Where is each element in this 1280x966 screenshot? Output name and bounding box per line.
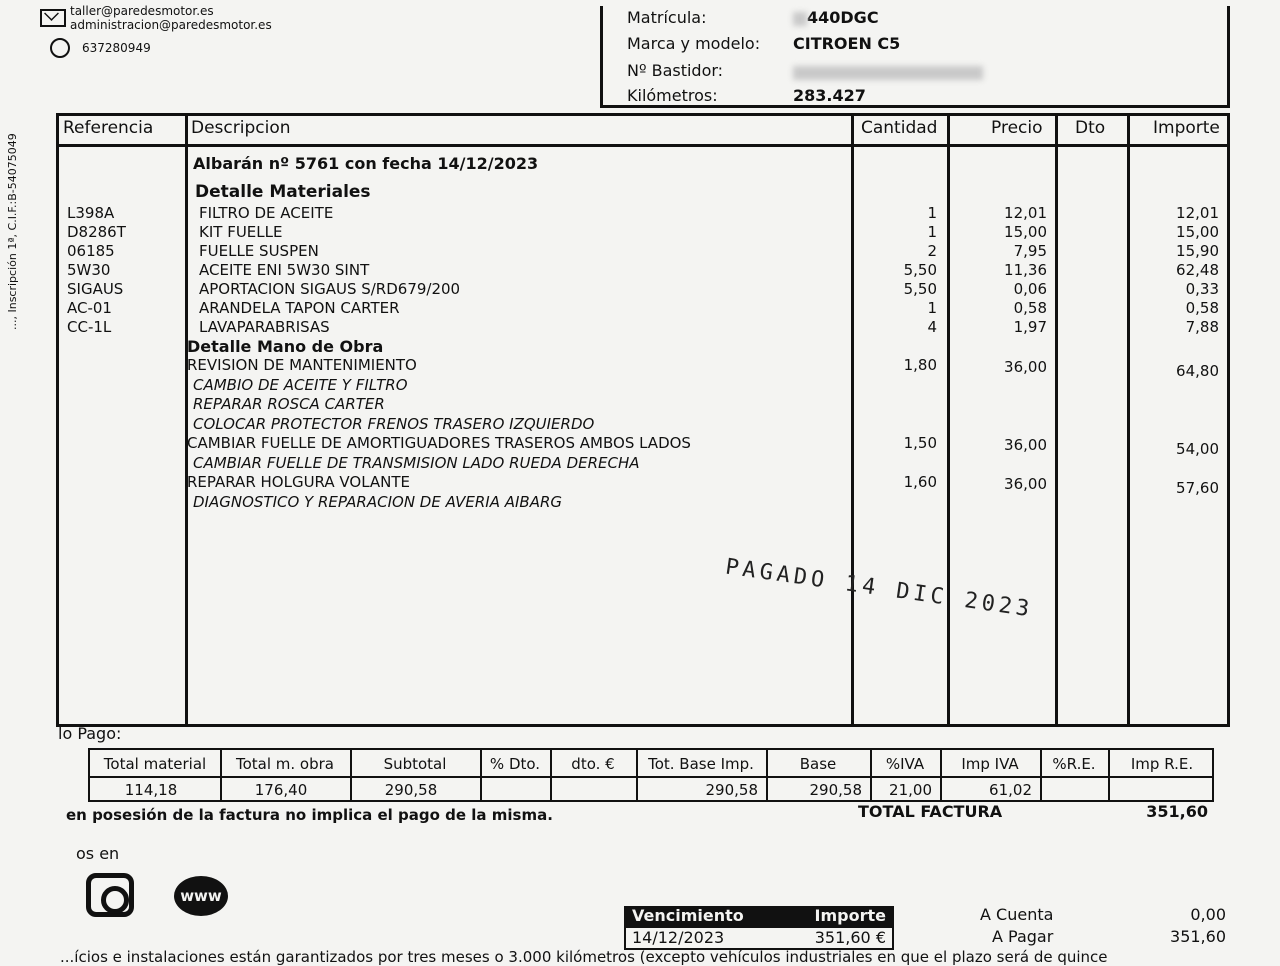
totals-header: dto. € (571, 755, 615, 773)
material-ref: L398A (67, 204, 115, 222)
a-pagar-value: 351,60 (1170, 927, 1226, 946)
totals-value: 290,58 (384, 781, 438, 799)
material-amount: 0,33 (1185, 280, 1219, 298)
material-desc: ARANDELA TAPON CARTER (199, 299, 400, 317)
plate-label: Matrícula: (627, 8, 707, 27)
labor-amount: 57,60 (1176, 479, 1219, 497)
material-qty: 5,50 (903, 261, 937, 279)
totals-header: Imp R.E. (1130, 755, 1194, 773)
contact-block (40, 4, 272, 58)
material-ref: 5W30 (67, 261, 111, 279)
totals-header: Total m. obra (235, 755, 334, 773)
totals-header: %R.E. (1052, 755, 1096, 773)
material-ref: CC-1L (67, 318, 112, 336)
warranty-footer: ...ícios e instalaciones están garantizados por tres meses o 3.000 kilómetros (excepto vehículos industriales en que el plazo será de quince (60, 948, 1108, 966)
material-amount: 12,01 (1176, 204, 1219, 222)
totals-value: 114,18 (124, 781, 178, 799)
material-amount: 15,90 (1176, 242, 1219, 260)
totals-header: Total material (103, 755, 207, 773)
due-date-box (624, 906, 894, 950)
material-amount: 7,88 (1185, 318, 1219, 336)
totals-header: %IVA (885, 755, 925, 773)
material-qty: 2 (927, 242, 937, 260)
totals-header: Base (799, 755, 837, 773)
labor-price: 36,00 (1004, 436, 1047, 454)
labor-desc: REPARAR ROSCA CARTER (193, 395, 385, 413)
material-ref: D8286T (67, 223, 126, 241)
due-date-label: Vencimiento (632, 906, 744, 925)
payment-notice: en posesión de la factura no implica el pago de la misma. (66, 806, 553, 824)
vin-redacted (793, 62, 983, 81)
material-qty: 1 (927, 204, 937, 222)
totals-header: Subtotal (383, 755, 447, 773)
email-taller: taller@paredesmotor.es (70, 4, 214, 18)
material-price: 1,97 (1013, 318, 1047, 336)
due-amount-value: 351,60 € (814, 928, 886, 947)
material-ref: 06185 (67, 242, 115, 260)
totals-value: 290,58 (809, 781, 862, 799)
payment-label: lo Pago: (58, 724, 122, 743)
labor-qty: 1,60 (903, 473, 937, 491)
labor-price: 36,00 (1004, 358, 1047, 376)
paid-stamp: PAGADO 14 DIC 2023 (723, 554, 1035, 623)
header-price: Precio (991, 118, 1043, 138)
materials-title: Detalle Materiales (195, 182, 371, 202)
labor-price: 36,00 (1004, 475, 1047, 493)
a-pagar-label: A Pagar (992, 927, 1054, 946)
model-value: CITROEN C5 (793, 34, 901, 53)
header-qty: Cantidad (861, 118, 938, 138)
header-dto: Dto (1075, 118, 1106, 138)
labor-qty: 1,80 (903, 356, 937, 374)
header-ref: Referencia (63, 118, 154, 138)
material-desc: FUELLE SUSPEN (199, 242, 319, 260)
labor-amount: 54,00 (1176, 440, 1219, 458)
website-icon[interactable]: www (174, 876, 228, 916)
email-admin: administracion@paredesmotor.es (70, 18, 272, 32)
due-amount-label: Importe (814, 906, 886, 925)
totals-value: 176,40 (254, 781, 308, 799)
material-qty: 4 (927, 318, 937, 336)
total-factura-label: TOTAL FACTURA (858, 802, 1003, 821)
a-cuenta-value: 0,00 (1190, 905, 1226, 924)
totals-value: 61,02 (989, 781, 1032, 799)
follow-us-label: os en (76, 844, 120, 863)
labor-desc: CAMBIO DE ACEITE Y FILTRO (193, 375, 408, 394)
material-qty: 1 (927, 223, 937, 241)
material-price: 0,58 (1013, 299, 1047, 317)
labor-desc: CAMBIAR FUELLE DE AMORTIGUADORES TRASEROS AMBOS LADOS (187, 434, 691, 452)
material-price: 11,36 (1004, 261, 1047, 279)
material-price: 7,95 (1013, 242, 1047, 260)
vin-label: Nº Bastidor: (627, 61, 724, 80)
account-values (1140, 904, 1226, 948)
company-registry-text: ..., Inscripción 1ª, C.I.F.:B-54075049 (6, 133, 19, 330)
labor-qty: 1,50 (903, 434, 937, 452)
totals-header: % Dto. (489, 755, 541, 773)
invoice-lines-table (56, 113, 1230, 727)
header-desc: Descripcion (191, 118, 291, 138)
totals-table (88, 748, 1214, 802)
labor-desc: CAMBIAR FUELLE DE TRANSMISION LADO RUEDA DERECHA (193, 453, 640, 472)
material-desc: LAVAPARABRISAS (199, 318, 330, 336)
whatsapp-icon (50, 38, 70, 58)
model-label: Marca y modelo: (627, 34, 761, 53)
material-desc: APORTACION SIGAUS S/RD679/200 (199, 280, 461, 298)
material-amount: 15,00 (1176, 223, 1219, 241)
totals-value: 290,58 (705, 781, 758, 799)
totals-header: Imp IVA (961, 755, 1019, 773)
material-ref: AC-01 (67, 299, 112, 317)
email-icon (40, 9, 66, 27)
material-amount: 62,48 (1176, 261, 1219, 279)
material-amount: 0,58 (1185, 299, 1219, 317)
account-labels (980, 904, 1053, 948)
material-desc: FILTRO DE ACEITE (199, 204, 334, 222)
vehicle-info-box (600, 6, 1230, 108)
instagram-icon[interactable] (86, 873, 134, 917)
material-desc: ACEITE ENI 5W30 SINT (199, 261, 370, 279)
material-ref: SIGAUS (67, 280, 124, 298)
a-cuenta-label: A Cuenta (980, 905, 1054, 924)
labor-desc: DIAGNOSTICO Y REPARACION DE AVERIA AIBARG (193, 492, 563, 511)
material-price: 12,01 (1004, 204, 1047, 222)
totals-header: Tot. Base Imp. (648, 755, 754, 773)
material-price: 0,06 (1013, 280, 1047, 298)
total-factura-value: 351,60 (1146, 802, 1208, 821)
totals-value: 21,00 (889, 781, 932, 799)
material-price: 15,00 (1004, 223, 1047, 241)
labor-amount: 64,80 (1176, 362, 1219, 380)
labor-title: Detalle Mano de Obra (187, 337, 384, 356)
albaran-line: Albarán nº 5761 con fecha 14/12/2023 (193, 154, 539, 173)
labor-desc: REVISION DE MANTENIMIENTO (187, 356, 417, 374)
material-qty: 1 (927, 299, 937, 317)
km-value: 283.427 (793, 86, 866, 105)
plate-value: 440DGC (793, 8, 879, 27)
material-desc: KIT FUELLE (199, 223, 283, 241)
due-date-value: 14/12/2023 (632, 928, 725, 947)
km-label: Kilómetros: (627, 86, 718, 105)
phone-number: 637280949 (82, 41, 151, 55)
labor-desc: REPARAR HOLGURA VOLANTE (187, 473, 411, 491)
header-amount: Importe (1153, 118, 1220, 138)
labor-desc: COLOCAR PROTECTOR FRENOS TRASERO IZQUIERDO (193, 414, 595, 433)
material-qty: 5,50 (903, 280, 937, 298)
